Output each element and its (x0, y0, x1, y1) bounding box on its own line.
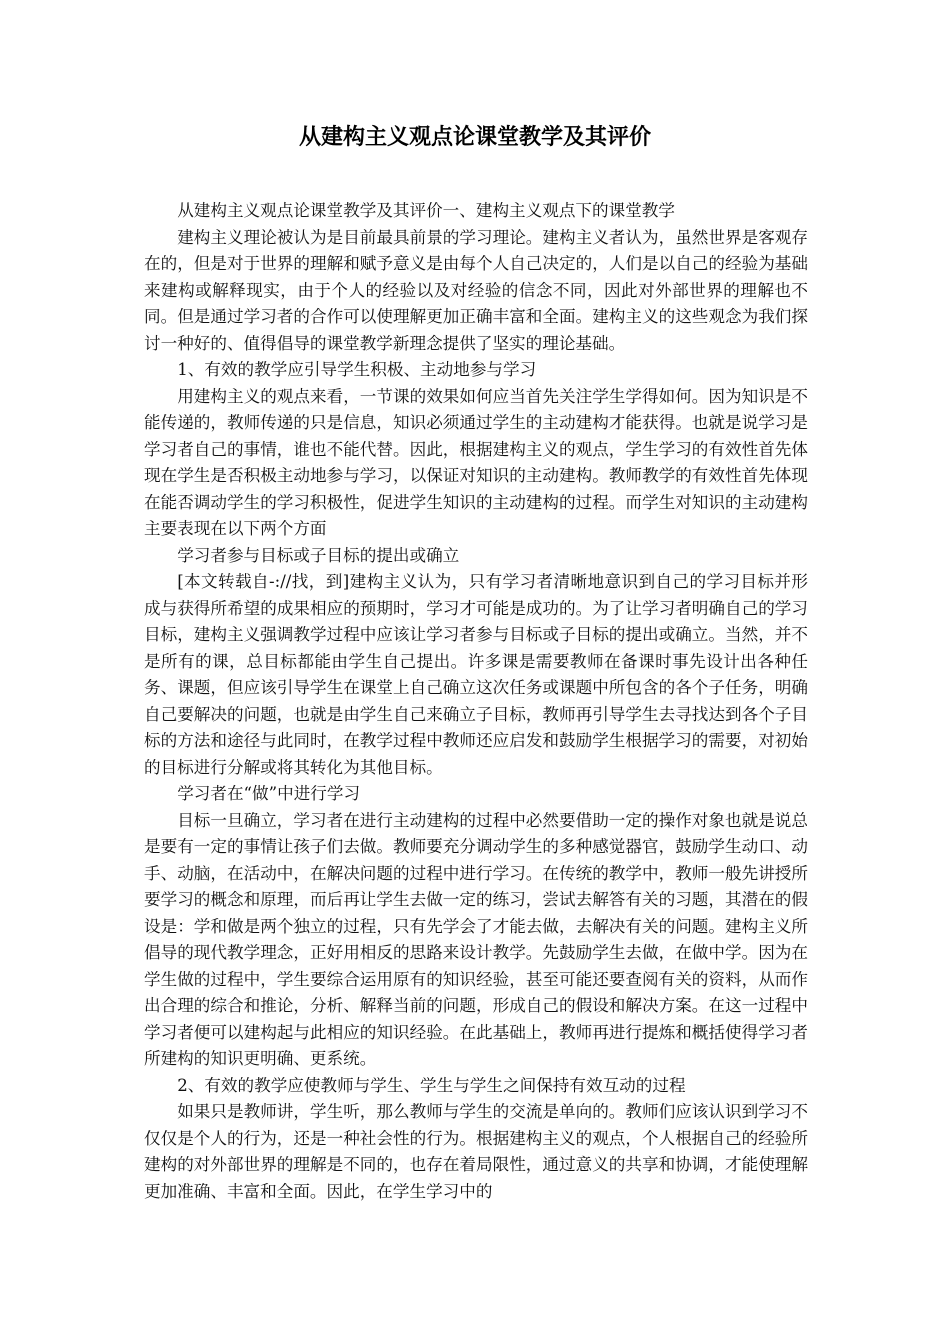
paragraph-constructivism-overview: 建构主义理论被认为是目前最具前景的学习理论。建构主义者认为，虽然世界是客观存在的，但是对于世界的理解和赋予意义是由每个人自己决定的，人们是以自己的经验为基础来建构或解释现实，由于个人的经验以及对经验的信念不同，因此对外部世界的理解也不同。但是通过学习者的合作可以使理解更加正确丰富和全面。建构主义的这些观念为我们探讨一种好的、值得倡导的课堂教学新理念提供了坚实的理论基础。 (144, 227, 808, 353)
document-title: 从建构主义观点论课堂教学及其评价 (298, 124, 651, 150)
paragraph-effective-teaching: 用建构主义的观点来看，一节课的效果如何应当首先关注学生学得如何。因为知识是不能传递的，教师传递的只是信息，知识必须通过学生的主动建构才能获得。也就是说学习是学习者自己的事情，谁也不能代替。因此，根据建构主义的观点，学生学习的有效性首先体现在学生是否积极主动地参与学习，以保证对知识的主动建构。教师教学的有效性首先体现在能否调动学生的学习积极性，促进学生知识的主动建构的过程。而学生对知识的主动建构主要表现在以下两个方面 (144, 386, 808, 538)
section-heading-2: 2、有效的教学应使教师与学生、学生与学生之间保持有效互动的过程 (177, 1075, 686, 1095)
paragraph-goal-setting: [本文转载自-://找，到]建构主义认为，只有学习者清晰地意识到自己的学习目标并形成与获得所希望的成果相应的预期时，学习才可能是成功的。为了让学习者明确自己的学习目标，建构主义强调教学过程中应该让学习者参与目标或子目标的提出或确立。当然，并不是所有的课，总目标都能由学生自己提出。许多课是需要教师在备课时事先设计出各种任务、课题，但应该引导学生在课堂上自己确立这次任务或课题中所包含的各个子任务，明确自己要解决的问题，也就是由学生自己来确立子目标，教师再引导学生去寻找达到各个子目标的方法和途径与此同时，在教学过程中教师还应启发和鼓励学生根据学习的需要，对初始的目标进行分解或将其转化为其他目标。 (144, 572, 808, 777)
document-body (144, 198, 808, 1205)
paragraph-learning-by-doing: 目标一旦确立，学习者在进行主动建构的过程中必然要借助一定的操作对象也就是说总是要有一定的事情让孩子们去做。教师要充分调动学生的多种感觉器官，鼓励学生动口、动手、动脑，在活动中，在解决问题的过程中进行学习。在传统的教学中，教师一般先讲授所要学习的概念和原理，而后再让学生去做一定的练习，尝试去解答有关的习题，其潜在的假设是：学和做是两个独立的过程，只有先学会了才能去做，去解决有关的问题。建构主义所倡导的现代教学理念，正好用相反的思路来设计教学。先鼓励学生去做，在做中学。因为在学生做的过程中，学生要综合运用原有的知识经验，甚至可能还要查阅有关的资料，从而作出合理的综合和推论，分析、解释当前的问题，形成自己的假设和解决方案。在这一过程中学习者便可以建构起与此相应的知识经验。在此基础上，教师再进行提炼和概括使得学习者所建构的知识更明确、更系统。 (144, 810, 808, 1068)
subheading-goal-setting: 学习者参与目标或子目标的提出或确立 (177, 545, 460, 565)
subheading-learning-by-doing: 学习者在“做”中进行学习 (177, 784, 361, 803)
section-heading-1: 1、有效的教学应引导学生积极、主动地参与学习 (177, 360, 537, 379)
paragraph-interaction: 如果只是教师讲，学生听，那么教师与学生的交流是单向的。教师们应该认识到学习不仅仅是个人的行为，还是一种社会性的行为。根据建构主义的观点，个人根据自己的经验所建构的对外部世界的理解是不同的，也存在着局限性，通过意义的共享和协调，才能使理解更加准确、丰富和全面。因此，在学生学习中的 (144, 1102, 808, 1201)
intro-heading: 从建构主义观点论课堂教学及其评价一、建构主义观点下的课堂教学 (177, 201, 675, 220)
